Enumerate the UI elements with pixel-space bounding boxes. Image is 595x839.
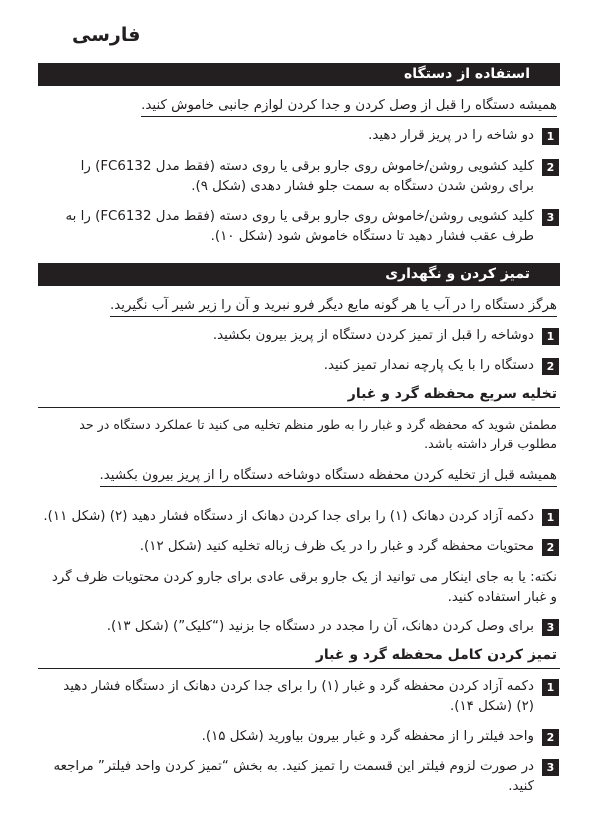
- step-text: [202, 727, 534, 747]
- step-line: در صورت لزوم فیلتر این قسمت را تمیز کنید. به بخش “تمیز کردن واحد فیلتر” مراجعه: [53, 759, 534, 774]
- step-number: 3: [542, 759, 559, 776]
- step-text: [63, 677, 534, 717]
- section-heading-cleaning: تمیز کردن و نگهداری: [38, 263, 560, 286]
- step-line: دکمه آزاد کردن دهانک (۱) را برای جدا کردن دهانک از دستگاه فشار دهید (۲) (شکل ۱۱).: [43, 509, 534, 524]
- step-number: 2: [542, 539, 559, 556]
- step-2: [202, 727, 559, 747]
- step-3: [107, 617, 559, 637]
- step-line: دو شاخه را در پریز قرار دهید.: [368, 128, 534, 143]
- step-2: [324, 356, 559, 376]
- step-1: [213, 326, 559, 346]
- step-number: 1: [542, 128, 559, 145]
- note-line: نکته: یا به جای اینکار می توانید از یک جارو برقی عادی برای جارو کردن محتویات ظرف گرد: [51, 570, 557, 585]
- step-line: واحد فیلتر را از محفظه گرد و غبار بیرون بیاورید (شکل ۱۵).: [201, 729, 534, 744]
- step-number: 1: [542, 509, 559, 526]
- step-line: طرف عقب فشار دهید تا دستگاه خاموش شود (شکل ۱۰).: [210, 229, 534, 244]
- step-text: [65, 207, 534, 247]
- subheading-rule: [38, 668, 560, 669]
- step-line: دکمه آزاد کردن محفظه گرد و غبار (۱) را برای جدا کردن دهانک از دستگاه فشار دهید: [63, 679, 534, 694]
- step-line: محتویات محفظه گرد و غبار را در یک ظرف زباله تخلیه کنید (شکل ۱۲).: [139, 539, 534, 554]
- step-number: 3: [542, 209, 559, 226]
- step-3: [65, 207, 559, 247]
- step-number: 2: [542, 358, 559, 375]
- step-1: [63, 677, 559, 717]
- step-line: دوشاخه را قبل از تمیز کردن دستگاه از پریز بیرون بکشید.: [212, 328, 534, 343]
- step-line: کنید.: [508, 779, 534, 794]
- step-text: [53, 757, 534, 797]
- step-number: 2: [542, 159, 559, 176]
- info-paragraph: [79, 415, 557, 453]
- step-number: 1: [542, 328, 559, 345]
- step-number: 2: [542, 729, 559, 746]
- note-paragraph: [52, 568, 557, 608]
- step-number: 1: [542, 679, 559, 696]
- subheading-thorough-clean: تمیز کردن کامل محفظه گرد و غبار: [315, 647, 557, 663]
- paragraph-line: مطلوب قرار داشته باشد.: [424, 436, 557, 451]
- step-text: [140, 537, 534, 557]
- step-text: [213, 326, 534, 346]
- step-number: 3: [542, 619, 559, 636]
- step-3: [53, 757, 559, 797]
- subheading-quick-empty: تخلیه سریع محفظه گرد و غبار: [347, 386, 557, 402]
- step-text: [43, 507, 534, 527]
- warning-no-water: هرگز دستگاه را در آب یا هر گونه مایع دیگر فرو نبرید و آن را زیر شیر آب نگیرید.: [110, 296, 557, 317]
- step-line: برای روشن شدن دستگاه به سمت جلو فشار دهدی (شکل ۹).: [191, 179, 534, 194]
- note-line: و غبار استفاده کنید.: [447, 590, 557, 605]
- step-line: برای وصل کردن دهانک، آن را مجدد در دستگاه جا بزنید (“کلیک”) (شکل ۱۳).: [106, 619, 534, 634]
- step-1: [43, 507, 559, 527]
- section-heading-using-appliance: استفاده از دستگاه: [38, 63, 560, 86]
- language-title: فارسی: [72, 24, 141, 46]
- step-line: دستگاه را با یک پارچه نمدار تمیز کنید.: [323, 358, 534, 373]
- subheading-rule: [38, 407, 560, 408]
- warning-switch-off: همیشه دستگاه را قبل از وصل کردن و جدا کردن لوازم جانبی خاموش کنید.: [141, 96, 557, 117]
- step-line: کلید کشویی روشن/خاموش روی جارو برقی یا روی دسته (فقط مدل FC6132) را: [80, 159, 534, 174]
- step-text: [81, 157, 534, 197]
- step-2: [140, 537, 559, 557]
- paragraph-line: مطمئن شوید که محفظه گرد و غبار را به طور منظم تخلیه می کنید تا عملکرد دستگاه در حد: [79, 417, 557, 432]
- warning-unplug-before-empty: همیشه قبل از تخلیه کردن محفظه دستگاه دوشاخه دستگاه را از پریز بیرون بکشید.: [100, 466, 557, 487]
- step-2: [81, 157, 559, 197]
- step-line: کلید کشویی روشن/خاموش روی جارو برقی یا روی دسته (فقط مدل FC6132) را به: [65, 209, 534, 224]
- step-line: (۲) (شکل ۱۴).: [449, 699, 534, 714]
- step-text: [368, 126, 534, 146]
- step-text: [107, 617, 534, 637]
- step-text: [324, 356, 534, 376]
- step-1: [368, 126, 559, 146]
